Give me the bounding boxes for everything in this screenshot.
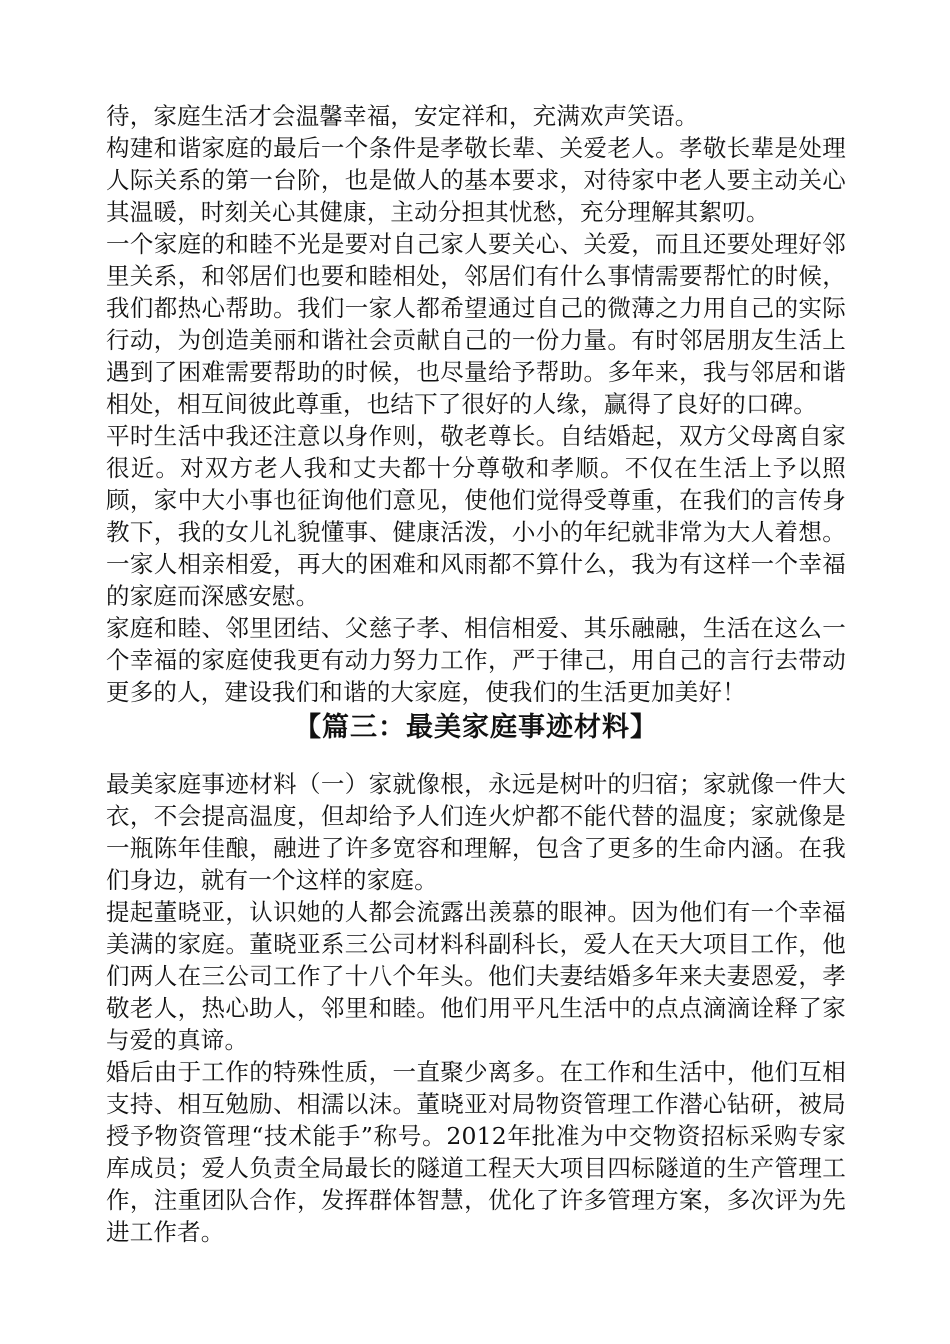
paragraph-2: 构建和谐家庭的最后一个条件是孝敬长辈、关爱老人。孝敬长辈是处理人际关系的第一台阶，也是做人的基本要求，对待家中老人要主动关心其温暖，时刻关心其健康，主动分担其忧愁，充分理解其絮叨。 (106, 134, 846, 226)
paragraph-5: 家庭和睦、邻里团结、父慈子孝、相信相爱、其乐融融，生活在这么一个幸福的家庭使我更有动力努力工作，严于律己，用自己的言行去带动更多的人，建设我们和谐的大家庭，使我们的生活更加美好！ (106, 614, 846, 706)
paragraph-8: 婚后由于工作的特殊性质，一直聚少离多。在工作和生活中，他们互相支持、相互勉励、相濡以沫。董晓亚对局物资管理工作潜心钻研，被局授予物资管理“技术能手”称号。2012年批准为中交物资招标采购专家库成员；爱人负责全局最长的隧道工程天大项目四标隧道的生产管理工作，注重团队合作，发挥群体智慧，优化了许多管理方案，多次评为先进工作者。 (106, 1058, 846, 1246)
section-heading: 【篇三：最美家庭事迹材料】 (294, 712, 658, 743)
paragraph-4: 平时生活中我还注意以身作则，敬老尊长。自结婚起，双方父母离自家很近。对双方老人我和丈夫都十分尊敬和孝顺。不仅在生活上予以照顾，家中大小事也征询他们意见，使他们觉得受尊重，在我们的言传身教下，我的女儿礼貌懂事、健康活泼，小小的年纪就非常为大人着想。一家人相亲相爱，再大的困难和风雨都不算什么，我为有这样一个幸福的家庭而深感安慰。 (106, 422, 846, 610)
paragraph-1: 待，家庭生活才会温馨幸福，安定祥和，充满欢声笑语。 (106, 102, 699, 130)
paragraph-7: 提起董晓亚，认识她的人都会流露出羡慕的眼神。因为他们有一个幸福美满的家庭。董晓亚系三公司材料科副科长，爱人在天大项目工作，他们两人在三公司工作了十八个年头。他们夫妻结婚多年来夫妻恩爱，孝敬老人，热心助人，邻里和睦。他们用平凡生活中的点点滴滴诠释了家与爱的真谛。 (106, 898, 846, 1054)
paragraph-3: 一个家庭的和睦不光是要对自己家人要关心、关爱，而且还要处理好邻里关系，和邻居们也要和睦相处，邻居们有什么事情需要帮忙的时候，我们都热心帮助。我们一家人都希望通过自己的微薄之力用自己的实际行动，为创造美丽和谐社会贡献自己的一份力量。有时邻居朋友生活上遇到了困难需要帮助的时候，也尽量给予帮助。多年来，我与邻居和谐相处，相互间彼此尊重，也结下了很好的人缘，赢得了良好的口碑。 (106, 230, 846, 418)
document-page (106, 100, 846, 1248)
paragraph-6: 最美家庭事迹材料（一）家就像根，永远是树叶的归宿；家就像一件大衣，不会提高温度，但却给予人们连火炉都不能代替的温度；家就像是一瓶陈年佳酿，融进了许多宽容和理解，包含了更多的生命内涵。在我们身边，就有一个这样的家庭。 (106, 770, 846, 894)
